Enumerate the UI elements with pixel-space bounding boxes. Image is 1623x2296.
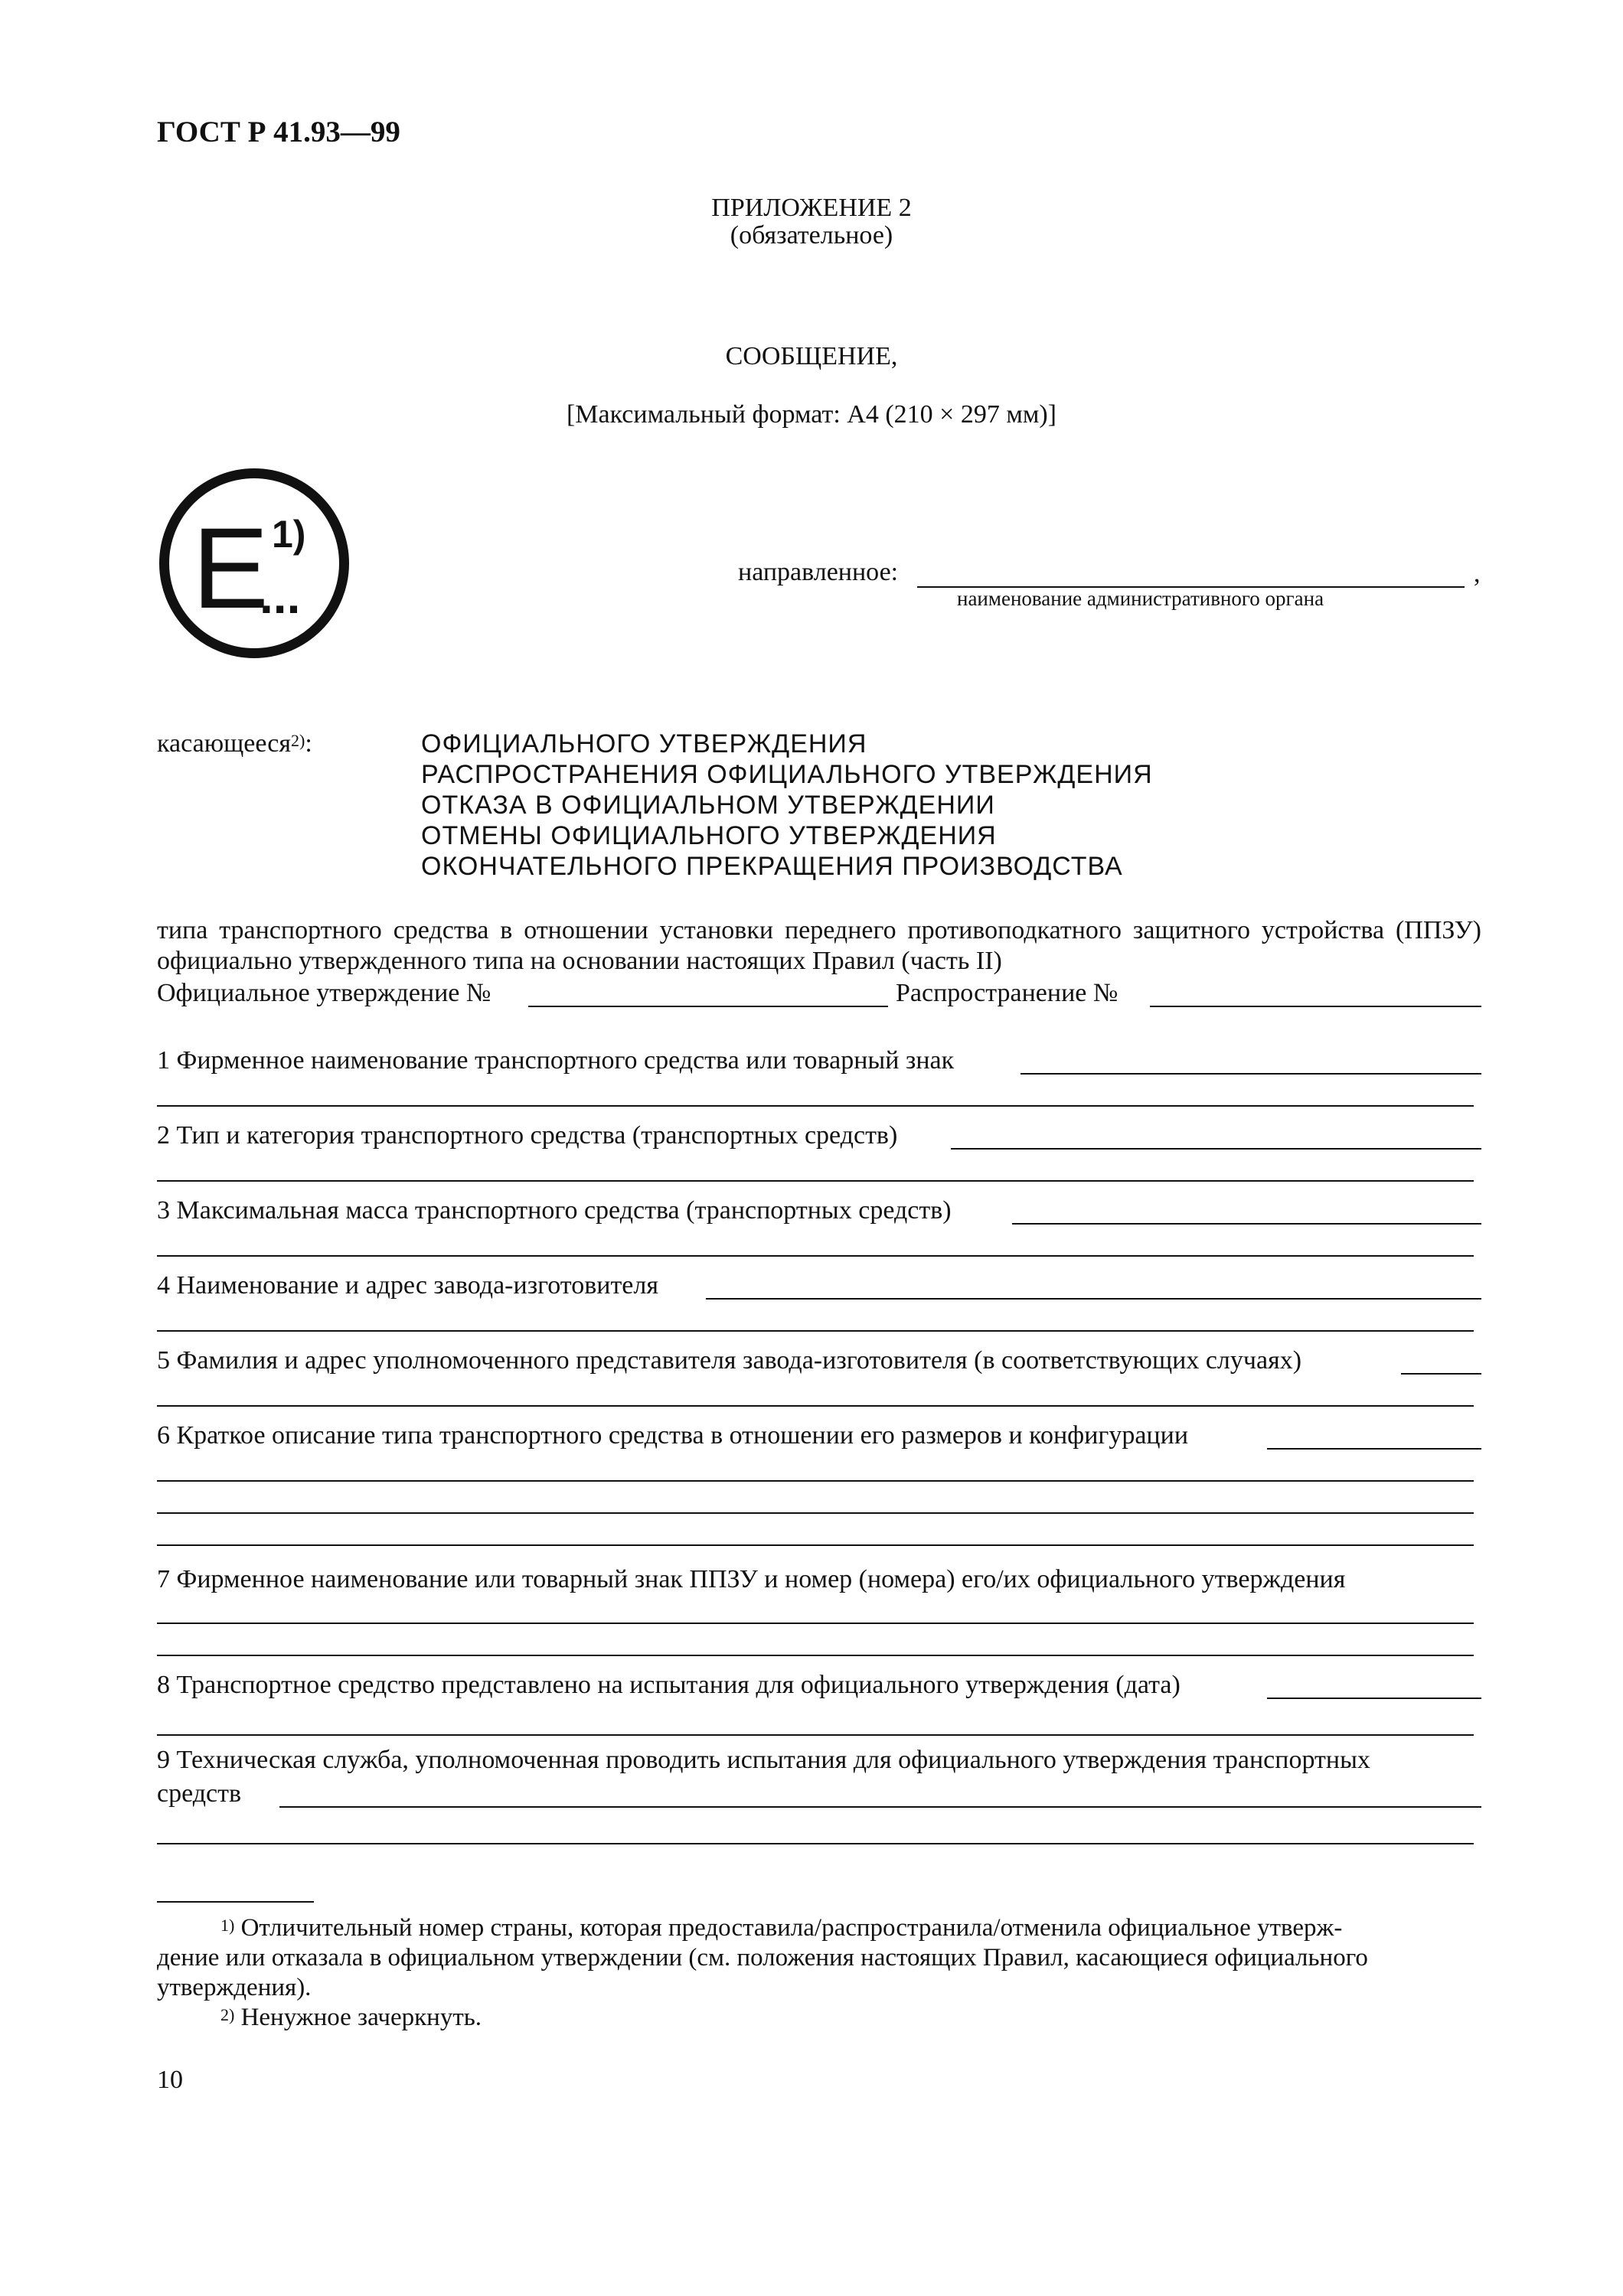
footnote-1-line-3: утверждения). xyxy=(157,1974,312,2001)
concerning-label: касающееся$^{2)}$: xyxy=(157,729,312,758)
item-5-field[interactable] xyxy=(1401,1373,1481,1375)
page-number: 10 xyxy=(157,2066,183,2094)
item-6-field-line-3[interactable] xyxy=(157,1512,1474,1514)
item-3-field[interactable] xyxy=(1012,1223,1481,1225)
item-9-field[interactable] xyxy=(279,1806,1481,1808)
addressee-label: направленное: xyxy=(738,558,899,586)
option-withdrawal[interactable]: ОТМЕНЫ ОФИЦИАЛЬНОГО УТВЕРЖДЕНИЯ xyxy=(421,821,997,850)
item-4-field[interactable] xyxy=(706,1298,1481,1300)
footnote-ref-2: 2) xyxy=(291,731,305,750)
item-8-field-extra[interactable] xyxy=(157,1734,1474,1736)
item-4-field-extra[interactable] xyxy=(157,1330,1474,1332)
item-6-field-line-2[interactable] xyxy=(157,1480,1474,1482)
option-extension[interactable]: РАСПРОСТРАНЕНИЯ ОФИЦИАЛЬНОГО УТВЕРЖДЕНИЯ xyxy=(421,760,1153,789)
appendix-status: (обязательное) xyxy=(730,221,893,249)
item-1-field-extra[interactable] xyxy=(157,1105,1474,1107)
emblem-dots: ... xyxy=(260,569,301,624)
item-6-field-line-4[interactable] xyxy=(157,1544,1474,1546)
item-9: 9 Техническая служба, уполномоченная проводить испытания для официального утверждения транспортных xyxy=(157,1746,1370,1774)
item-8: 8 Транспортное средство представлено на испытания для официального утверждения (дата) xyxy=(157,1671,1181,1699)
item-9-continuation: средств xyxy=(157,1779,242,1808)
footnote-1: $^{1)}$ Отличительный номер страны, которая предоставила/распространила/отменила официальное утверж- xyxy=(220,1914,1343,1942)
option-refusal[interactable]: ОТКАЗА В ОФИЦИАЛЬНОМ УТВЕРЖДЕНИИ xyxy=(421,791,995,820)
addressee-comma: , xyxy=(1474,559,1481,588)
item-6-field[interactable] xyxy=(1267,1448,1481,1450)
item-1: 1 Фирменное наименование транспортного средства или товарный знак xyxy=(157,1046,955,1075)
footnote-1-mark: 1) xyxy=(220,1916,235,1935)
approval-no-label: Официальное утверждение № xyxy=(157,979,491,1007)
footnote-2-mark: 2) xyxy=(220,2005,235,2024)
item-7-field-line-1[interactable] xyxy=(157,1623,1474,1624)
item-3: 3 Максимальная масса транспортного средства (транспортных средств) xyxy=(157,1196,952,1225)
message-title: СООБЩЕНИЕ, xyxy=(725,342,898,370)
item-2-field[interactable] xyxy=(951,1148,1481,1150)
item-2: 2 Тип и категория транспортного средства (транспортных средств) xyxy=(157,1121,898,1150)
format-note: [Максимальный формат: А4 (210 × 297 мм)] xyxy=(566,400,1057,429)
footnote-2: $^{2)}$ Ненужное зачеркнуть. xyxy=(220,2004,482,2031)
footnote-separator xyxy=(157,1901,314,1903)
option-approval[interactable]: ОФИЦИАЛЬНОГО УТВЕРЖДЕНИЯ xyxy=(421,729,867,758)
item-7-field-line-2[interactable] xyxy=(157,1655,1474,1656)
emblem-letter: E xyxy=(192,504,269,632)
approval-no-field[interactable] xyxy=(528,1006,888,1007)
item-1-field[interactable] xyxy=(1020,1073,1481,1075)
footnote-1-line-2: дение или отказала в официальном утверждении (см. положения настоящих Правил, касающиеся официального xyxy=(157,1944,1368,1971)
item-6: 6 Краткое описание типа транспортного средства в отношении его размеров и конфигурации xyxy=(157,1421,1189,1450)
extension-no-field[interactable] xyxy=(1150,1006,1481,1007)
item-2-field-extra[interactable] xyxy=(157,1180,1474,1182)
item-8-field[interactable] xyxy=(1267,1698,1481,1699)
addressee-caption: наименование административного органа xyxy=(957,587,1324,610)
item-4: 4 Наименование и адрес завода-изготовителя xyxy=(157,1271,658,1300)
concerning-options xyxy=(421,729,1153,882)
document-code: ГОСТ Р 41.93—99 xyxy=(157,116,400,148)
item-3-field-extra[interactable] xyxy=(157,1255,1474,1257)
intro-paragraph: типа транспортного средства в отношении установки переднего противоподкатного защитного устройства (ППЗУ) официально утвержденного типа на основании настоящих Правил (часть II) xyxy=(157,916,1481,975)
item-5-field-extra[interactable] xyxy=(157,1405,1474,1407)
approval-mark-emblem xyxy=(159,468,349,658)
emblem-superscript: 1) xyxy=(272,513,306,556)
item-5: 5 Фамилия и адрес уполномоченного представителя завода-изготовителя (в соответствующих случаях) xyxy=(157,1346,1302,1375)
option-discontinued[interactable]: ОКОНЧАТЕЛЬНОГО ПРЕКРАЩЕНИЯ ПРОИЗВОДСТВА xyxy=(421,852,1123,881)
appendix-title: ПРИЛОЖЕНИЕ 2 xyxy=(711,194,912,222)
item-9-field-extra[interactable] xyxy=(157,1843,1474,1844)
extension-no-label: Распространение № xyxy=(896,979,1118,1007)
item-7: 7 Фирменное наименование или товарный знак ППЗУ и номер (номера) его/их официального утверждения xyxy=(157,1565,1346,1593)
